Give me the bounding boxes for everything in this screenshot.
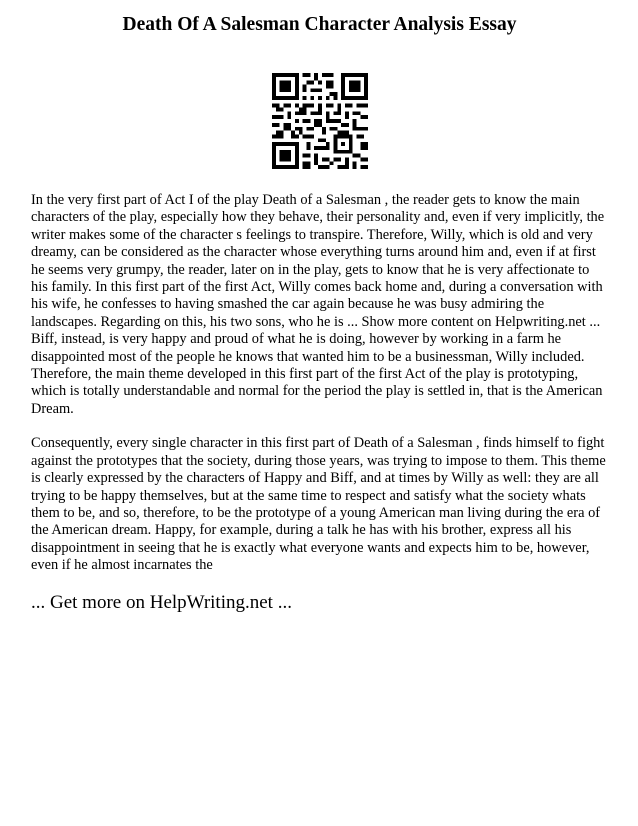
page-title: Death Of A Salesman Character Analysis Essay (122, 14, 517, 35)
essay-paragraph-2: Biff, instead, is very happy and proud of what he is doing, however by working in a farm he disappointed most of the people he knows that wanted him to be a businessman, Willy included. Therefore, the main theme developed in this first part of the first Act of the play is prototyping, which is totally understandable and normal for the period the play is settled in, that is the American Dream. (31, 331, 603, 417)
qr-code-graphic (272, 73, 368, 169)
essay-paragraph-3: Consequently, every single character in this first part of Death of a Salesman , finds himself to fight against the prototypes that the society, during those years, was trying to impose to them. This theme is clearly expressed by the characters of Happy and Biff, and at times by Willy as well: they are all trying to be happy themselves, but at the same time to respect and satisfy what the society whats them to be, and so, therefore, to be the prototype of a young American man living during the era of the American dream. Happy, for example, during a talk he has with his brother, express all his disappointment in seeing that he is exactly what everyone wants and expects him to be, however, even if he almost incarnates the (31, 435, 606, 574)
essay-paragraph-1: In the very first part of Act I of the play Death of a Salesman , the reader gets to know the main characters of the play, especially how they behave, their personality and, even if very implicitly, the writer makes some of the character s feelings to transpire. Therefore, Willy, which is old and very dreamy, can be considered as the character whose everything turns around him and, even if at first he seems very grumpy, the reader, later on in the play, gets to know that he is very affectionate to his family. In this first part of the first Act, Willy comes back home and, during a conversation with his wife, he confesses to having smashed the car again because he was busy admiring the landscapes. Regarding on this, his two sons, who he is ... Show more content on Helpwriting.net ... (31, 192, 605, 330)
get-more-link[interactable]: ... Get more on HelpWriting.net ... (31, 591, 292, 613)
qr-code-icon[interactable] (272, 73, 368, 169)
essay-body (31, 192, 608, 575)
